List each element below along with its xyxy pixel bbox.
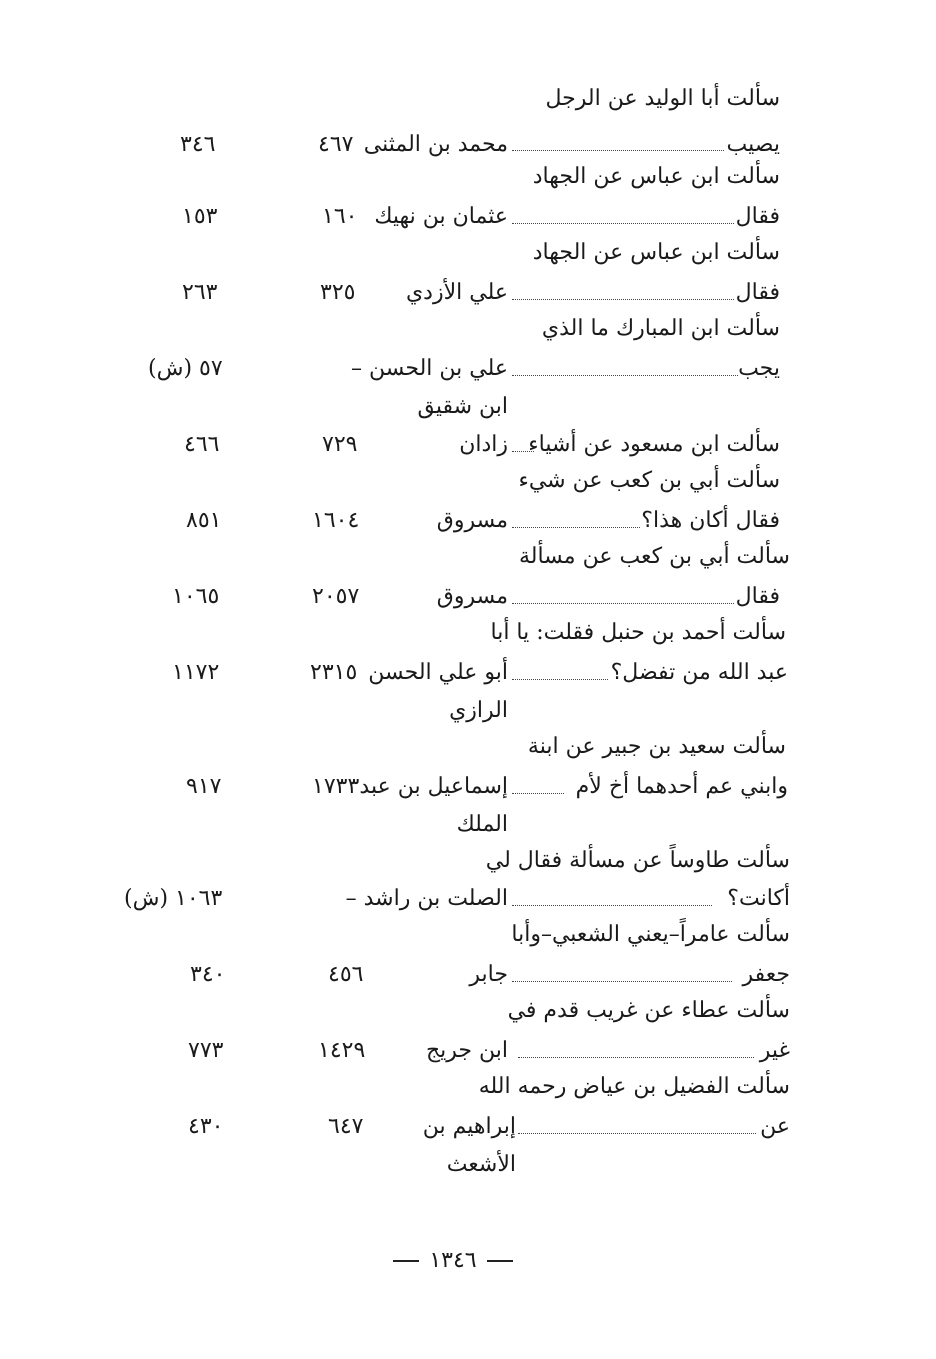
dotted-leader bbox=[512, 299, 734, 300]
entry-first-line: سألت ابن عباس عن الجهاد bbox=[532, 240, 780, 265]
entry-first-line: سألت أحمد بن حنبل فقلت: يا أبا bbox=[490, 620, 786, 645]
page-number-text: ١٣٤٦ bbox=[429, 1248, 477, 1273]
narrator-name-continued: الأشعث bbox=[446, 1152, 516, 1177]
entry-first-line: سألت عامراً–يعني الشعبي–وأبا bbox=[511, 922, 790, 947]
page-reference: ٣٤٠ bbox=[190, 962, 226, 987]
hadith-number: ١٧٣٣ bbox=[312, 774, 360, 799]
page-reference: ٤٦٦ bbox=[184, 432, 220, 457]
dotted-leader bbox=[512, 679, 608, 680]
dotted-leader bbox=[512, 981, 732, 982]
entry-trail-text: أكانت؟ bbox=[727, 886, 790, 911]
page-reference: ٣٤٦ bbox=[180, 132, 216, 157]
narrator-name-continued: ابن شقيق bbox=[417, 394, 508, 419]
dotted-leader bbox=[512, 603, 734, 604]
page-reference: ٢٦٣ bbox=[182, 280, 218, 305]
entry-trail-text: فقال bbox=[735, 280, 780, 305]
page-reference: ١٠٦٣ (ش) bbox=[124, 886, 223, 911]
hadith-number: ٦٤٧ bbox=[328, 1114, 364, 1139]
page-reference: ١٠٦٥ bbox=[172, 584, 220, 609]
narrator-name: علي الأزدي bbox=[405, 280, 508, 305]
entry-trail-text: يجب bbox=[738, 356, 780, 381]
narrator-name: أبو علي الحسن bbox=[368, 660, 508, 685]
dotted-leader bbox=[512, 223, 734, 224]
hadith-number: ٣٢٥ bbox=[320, 280, 356, 305]
page-number bbox=[368, 1244, 538, 1278]
entry-trail-text: وابني عم أحدهما أخ لأم bbox=[575, 774, 788, 799]
page-reference: ٩١٧ bbox=[186, 774, 222, 799]
dotted-leader bbox=[512, 150, 724, 151]
narrator-name: مسروق bbox=[436, 508, 508, 533]
entry-first-line: سألت سعيد بن جبير عن ابنة bbox=[527, 734, 786, 759]
narrator-name-continued: الملك bbox=[456, 812, 508, 837]
hadith-number: ١٤٢٩ bbox=[318, 1038, 366, 1063]
page-reference: ٤٣٠ bbox=[188, 1114, 224, 1139]
dotted-leader bbox=[512, 375, 738, 376]
narrator-name: عثمان بن نهيك bbox=[374, 204, 508, 229]
page-reference: ١١٧٢ bbox=[172, 660, 220, 685]
entry-first-line: سألت أبا الوليد عن الرجل bbox=[545, 86, 780, 111]
entry-trail-text: فقال bbox=[735, 584, 780, 609]
hadith-number: ١٦٠٤ bbox=[312, 508, 360, 533]
narrator-name: ابن جريج bbox=[425, 1038, 508, 1063]
hadith-number: ٢٣١٥ bbox=[310, 660, 358, 685]
dotted-leader bbox=[512, 527, 640, 528]
entry-trail-text: فقال أكان هذا؟ bbox=[641, 508, 780, 533]
entry-first-line: سألت أبي بن كعب عن شيء bbox=[518, 468, 780, 493]
entry-trail-text: يصيب bbox=[726, 132, 780, 157]
footer-dash-right bbox=[487, 1260, 513, 1262]
entry-trail-text: فقال bbox=[735, 204, 780, 229]
entry-trail-text: غير bbox=[759, 1038, 790, 1063]
narrator-name: علي بن الحسن – bbox=[351, 356, 508, 381]
entry-trail-text: عبد الله من تفضل؟ bbox=[610, 660, 788, 685]
entry-first-line: سألت ابن المبارك ما الذي bbox=[541, 316, 780, 341]
narrator-name: جابر bbox=[469, 962, 508, 987]
entry-first-line: سألت الفضيل بن عياض رحمه الله bbox=[478, 1074, 790, 1099]
dotted-leader bbox=[512, 451, 534, 452]
entry-first-line: سألت عطاء عن غريب قدم في bbox=[507, 998, 790, 1023]
dotted-leader bbox=[518, 1057, 754, 1058]
entry-trail-text: عن bbox=[760, 1114, 790, 1139]
page-reference: ٥٧ (ش) bbox=[148, 356, 223, 381]
narrator-name-continued: الرازي bbox=[449, 698, 508, 723]
hadith-number: ١٦٠ bbox=[322, 204, 358, 229]
narrator-name: زادان bbox=[459, 432, 508, 457]
hadith-number: ٧٢٩ bbox=[322, 432, 358, 457]
footer-dash-left bbox=[393, 1260, 419, 1262]
narrator-name: إسماعيل بن عبد bbox=[359, 774, 508, 799]
entry-trail-text: سألت ابن مسعود عن أشياء bbox=[528, 432, 780, 457]
page-reference: ١٥٣ bbox=[182, 204, 218, 229]
entry-first-line: سألت ابن عباس عن الجهاد bbox=[532, 164, 780, 189]
dotted-leader bbox=[512, 905, 712, 906]
dotted-leader bbox=[512, 793, 564, 794]
narrator-name: الصلت بن راشد – bbox=[345, 886, 508, 911]
narrator-name: محمد بن المثنى bbox=[363, 132, 508, 157]
narrator-name: مسروق bbox=[436, 584, 508, 609]
entry-first-line: سألت طاوساً عن مسألة فقال لي bbox=[485, 848, 790, 873]
page-reference: ٨٥١ bbox=[186, 508, 222, 533]
hadith-number: ٢٠٥٧ bbox=[312, 584, 360, 609]
page-reference: ٧٧٣ bbox=[188, 1038, 224, 1063]
entry-trail-text: جعفر bbox=[742, 962, 790, 987]
hadith-number: ٤٥٦ bbox=[328, 962, 364, 987]
dotted-leader bbox=[518, 1133, 756, 1134]
narrator-name: إبراهيم بن bbox=[422, 1114, 516, 1139]
entry-first-line: سألت أبي بن كعب عن مسألة bbox=[518, 544, 790, 569]
hadith-number: ٤٦٧ bbox=[318, 132, 354, 157]
